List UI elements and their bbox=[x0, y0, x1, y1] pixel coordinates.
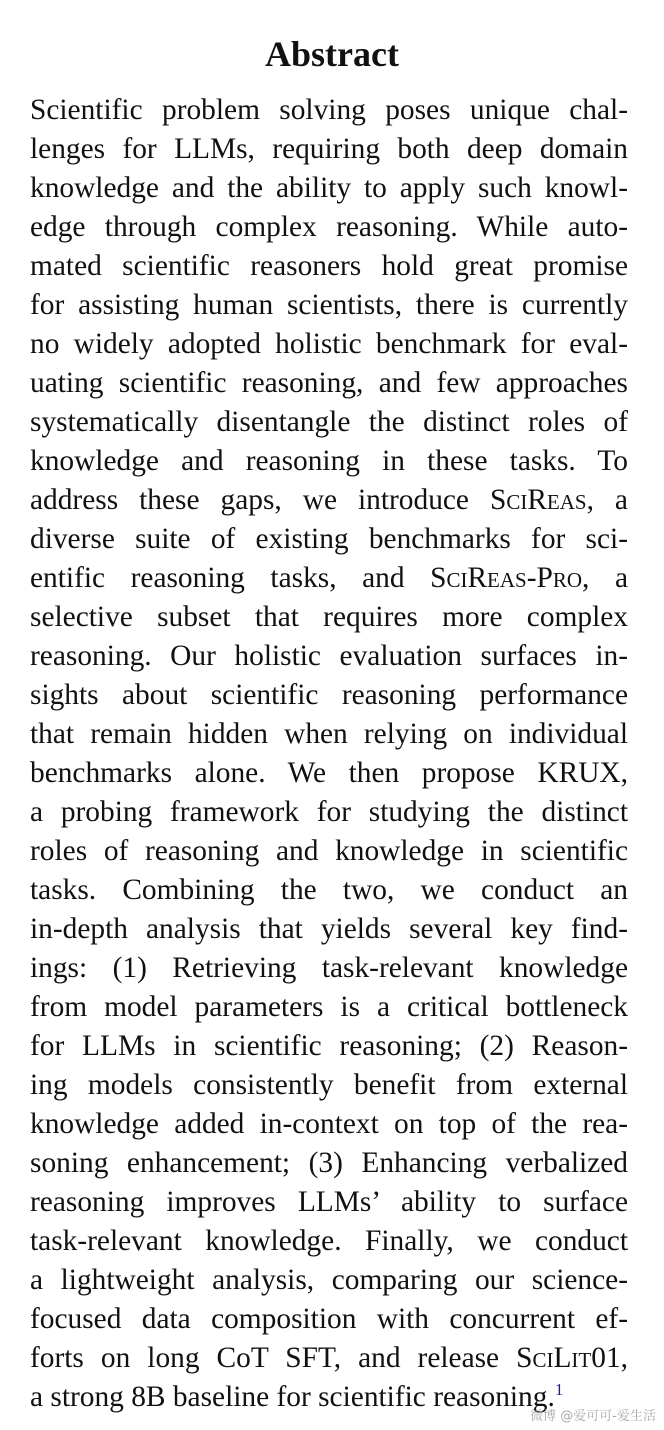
abstract-line: ings: (1) Retrieving task-relevant knowledge bbox=[30, 952, 628, 984]
abstract-line: uating scientific reasoning, and few approaches bbox=[30, 367, 628, 399]
abstract-line: forts on long CoT SFT, and release SciLit01, bbox=[30, 1342, 628, 1374]
abstract-line: focused data composition with concurrent ef- bbox=[30, 1303, 628, 1335]
abstract-line: for assisting human scientists, there is currently bbox=[30, 289, 628, 321]
abstract-line: knowledge and the ability to apply such knowl- bbox=[30, 172, 628, 204]
abstract-line: tasks. Combining the two, we conduct an bbox=[30, 874, 628, 906]
abstract-line-text: a strong 8B baseline for scientific reasoning. bbox=[30, 1381, 555, 1413]
abstract-line: a lightweight analysis, comparing our science- bbox=[30, 1264, 628, 1296]
abstract-line: entific reasoning tasks, and SciReas-Pro, a bbox=[30, 562, 628, 594]
abstract-line: address these gaps, we introduce SciReas, a bbox=[30, 484, 628, 516]
abstract-line: roles of reasoning and knowledge in scientific bbox=[30, 835, 628, 867]
abstract-line: in-depth analysis that yields several key find- bbox=[30, 913, 628, 945]
abstract-line: from model parameters is a critical bottleneck bbox=[30, 991, 628, 1023]
abstract-title: Abstract bbox=[265, 34, 399, 74]
abstract-line: selective subset that requires more complex bbox=[30, 601, 628, 633]
abstract-line: soning enhancement; (3) Enhancing verbalized bbox=[30, 1147, 628, 1179]
abstract-line: reasoning improves LLMs’ ability to surface bbox=[30, 1186, 628, 1218]
abstract-line: ing models consistently benefit from external bbox=[30, 1069, 628, 1101]
abstract-line: sights about scientific reasoning performance bbox=[30, 679, 628, 711]
abstract-line: a probing framework for studying the distinct bbox=[30, 796, 628, 828]
abstract-line: for LLMs in scientific reasoning; (2) Reason- bbox=[30, 1030, 628, 1062]
abstract-line: mated scientific reasoners hold great promise bbox=[30, 250, 628, 282]
abstract-line: knowledge and reasoning in these tasks. To bbox=[30, 445, 628, 477]
abstract-line: diverse suite of existing benchmarks for sci- bbox=[30, 523, 628, 555]
footnote-marker[interactable]: 1 bbox=[554, 1380, 564, 1400]
abstract-line: task-relevant knowledge. Finally, we conduct bbox=[30, 1225, 628, 1257]
abstract-line: Scientific problem solving poses unique chal- bbox=[30, 94, 628, 126]
abstract-line: lenges for LLMs, requiring both deep domain bbox=[30, 133, 628, 165]
abstract-line: no widely adopted holistic benchmark for eval- bbox=[30, 328, 628, 360]
watermark: 微博 @爱可可-爱生活 bbox=[530, 1409, 656, 1424]
abstract-line: that remain hidden when relying on individual bbox=[30, 718, 628, 750]
abstract-line: knowledge added in-context on top of the rea- bbox=[30, 1108, 628, 1140]
abstract-line: edge through complex reasoning. While auto- bbox=[30, 211, 628, 243]
abstract-line: benchmarks alone. We then propose KRUX, bbox=[30, 757, 628, 789]
abstract-line: reasoning. Our holistic evaluation surfaces in- bbox=[30, 640, 628, 672]
abstract-line: systematically disentangle the distinct roles of bbox=[30, 406, 628, 438]
